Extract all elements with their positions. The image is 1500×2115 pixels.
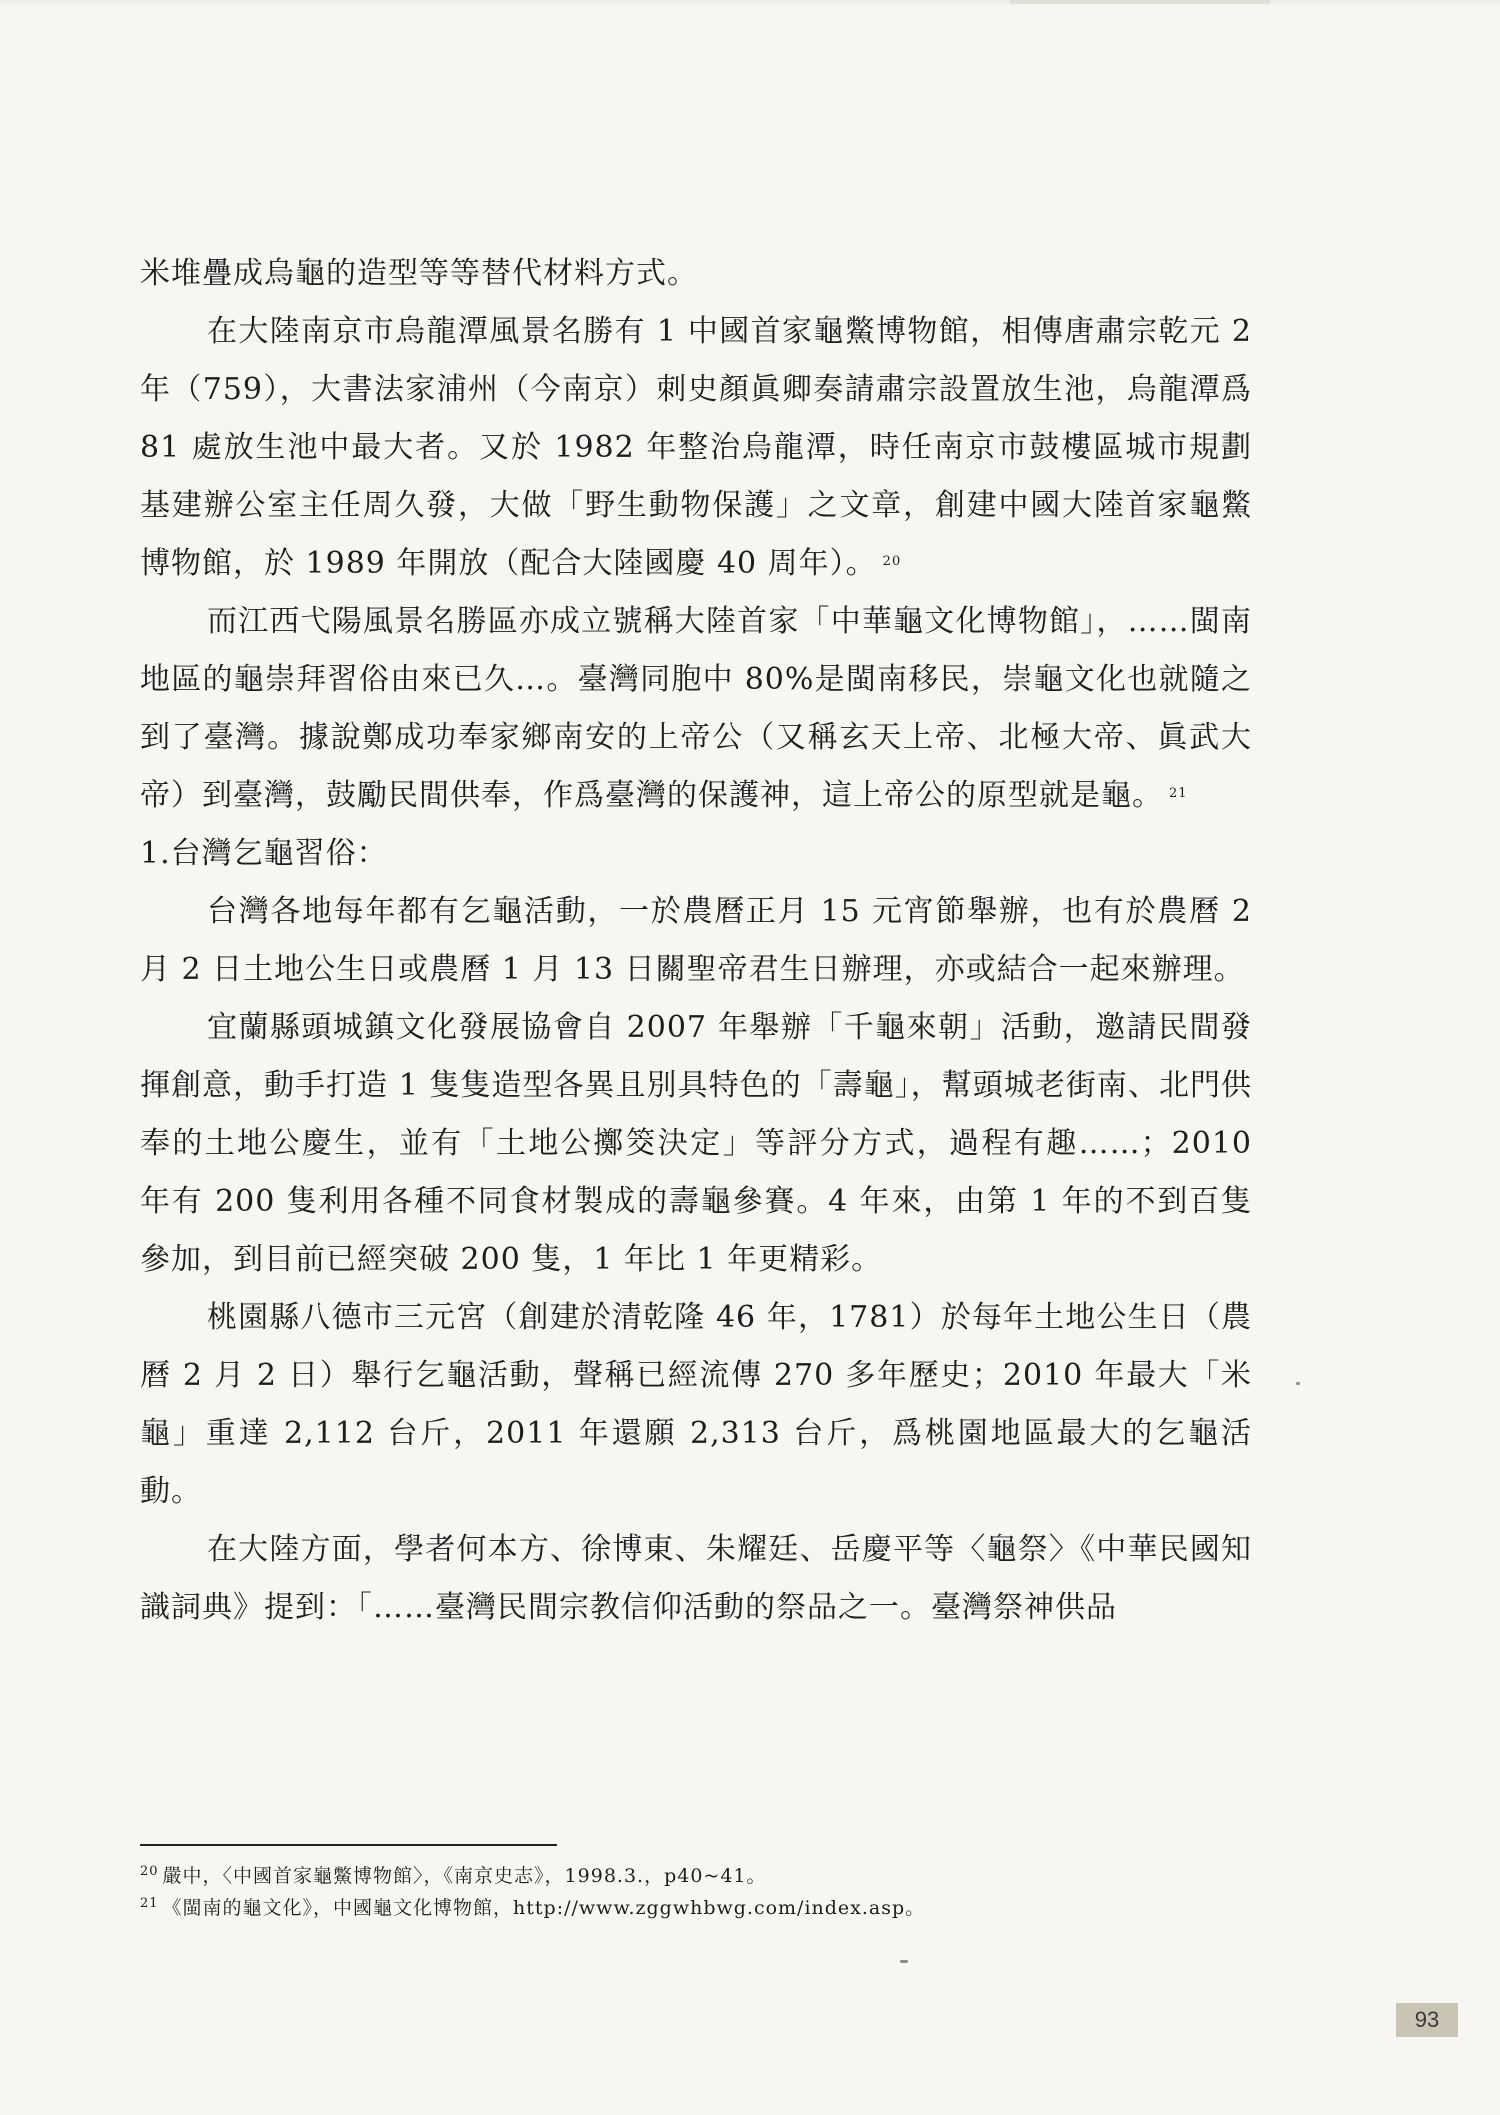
- footnote-ref-20[interactable]: 20: [882, 554, 902, 569]
- paragraph-6: [140, 1289, 1252, 1521]
- footnote-21: [140, 1892, 1240, 1924]
- paragraph-1: [140, 245, 1252, 303]
- footnote-text: 《閩南的龜文化》，中國龜文化博物館，http://www.zggwhbwg.com/index.asp。: [162, 1897, 926, 1919]
- paragraph-7: [140, 1521, 1252, 1637]
- paragraph-2: [140, 303, 1252, 593]
- footnotes: [140, 1860, 1240, 1924]
- section-heading: [140, 825, 1252, 883]
- scan-speck: [1296, 1382, 1300, 1385]
- footnote-separator: [140, 1844, 557, 1846]
- scan-speck: [900, 1960, 908, 1963]
- footnote-number: 21: [140, 1896, 159, 1911]
- paragraph-text: 米堆疊成烏龜的造型等等替代材料方式。: [140, 256, 698, 291]
- body-text: [140, 245, 1252, 1637]
- paragraph-text: 宜蘭縣頭城鎮文化發展協會自 2007 年舉辦「千龜來朝」活動，邀請民間發揮創意，動手打造 1 隻隻造型各異且別具特色的「壽龜」，幫頭城老街南、北門供奉的土地公慶生，並有「土地公擲筊決定」等評分方式，過程有趣……；2010 年有 200 隻利用各種不同食材製成的壽龜參賽。4 年來，由第 1 年的不到百隻參加，到目前已經突破 200 隻，1 年比 1 年更精彩。: [140, 1010, 1252, 1277]
- page-number: 93: [1396, 2003, 1458, 2037]
- footnote-20: [140, 1860, 1240, 1892]
- paragraph-text: 台灣各地每年都有乞龜活動，一於農曆正月 15 元宵節舉辦，也有於農曆 2 月 2 日土地公生日或農曆 1 月 13 日關聖帝君生日辦理，亦或結合一起來辦理。: [140, 894, 1252, 987]
- footnote-number: 20: [140, 1864, 159, 1879]
- paragraph-4: [140, 883, 1252, 999]
- paragraph-3: [140, 593, 1252, 825]
- footnote-text: 嚴中，〈中國首家龜鱉博物館〉，《南京史志》，1998.3.，p40~41。: [162, 1865, 767, 1887]
- scan-smudge: [1010, 0, 1270, 4]
- paragraph-text: 而江西弋陽風景名勝區亦成立號稱大陸首家「中華龜文化博物館」，……閩南地區的龜崇拜習俗由來已久…。臺灣同胞中 80%是閩南移民，崇龜文化也就隨之到了臺灣。據說鄭成功奉家鄉南安的上帝公（又稱玄天上帝、北極大帝、眞武大帝）到臺灣，鼓勵民間供奉，作爲臺灣的保護神，這上帝公的原型就是龜。: [140, 604, 1252, 813]
- paragraph-text: 桃園縣八德市三元宮（創建於清乾隆 46 年，1781）於每年土地公生日（農曆 2 月 2 日）舉行乞龜活動，聲稱已經流傳 270 多年歷史；2010 年最大「米龜」重達 2,112 台斤，2011 年還願 2,313 台斤，爲桃園地區最大的乞龜活動。: [140, 1300, 1252, 1509]
- paragraph-text: 在大陸南京市烏龍潭風景名勝有 1 中國首家龜鱉博物館，相傳唐肅宗乾元 2 年（759），大書法家浦州（今南京）刺史顏眞卿奏請肅宗設置放生池，烏龍潭爲 81 處放生池中最大者。又於 1982 年整治烏龍潭，時任南京市鼓樓區城市規劃基建辦公室主任周久發，大做「野生動物保護」之文章，創建中國大陸首家龜鱉博物館，於 1989 年開放（配合大陸國慶 40 周年）。: [140, 314, 1252, 581]
- paragraph-5: [140, 999, 1252, 1289]
- footnote-ref-21[interactable]: 21: [1169, 786, 1188, 801]
- section-heading-text: 1.台灣乞龜習俗：: [140, 836, 388, 871]
- page-top-edge: [0, 0, 1500, 6]
- paragraph-text: 在大陸方面，學者何本方、徐博東、朱耀廷、岳慶平等〈龜祭〉《中華民國知識詞典》提到：「……臺灣民間宗教信仰活動的祭品之一。臺灣祭神供品: [140, 1532, 1252, 1625]
